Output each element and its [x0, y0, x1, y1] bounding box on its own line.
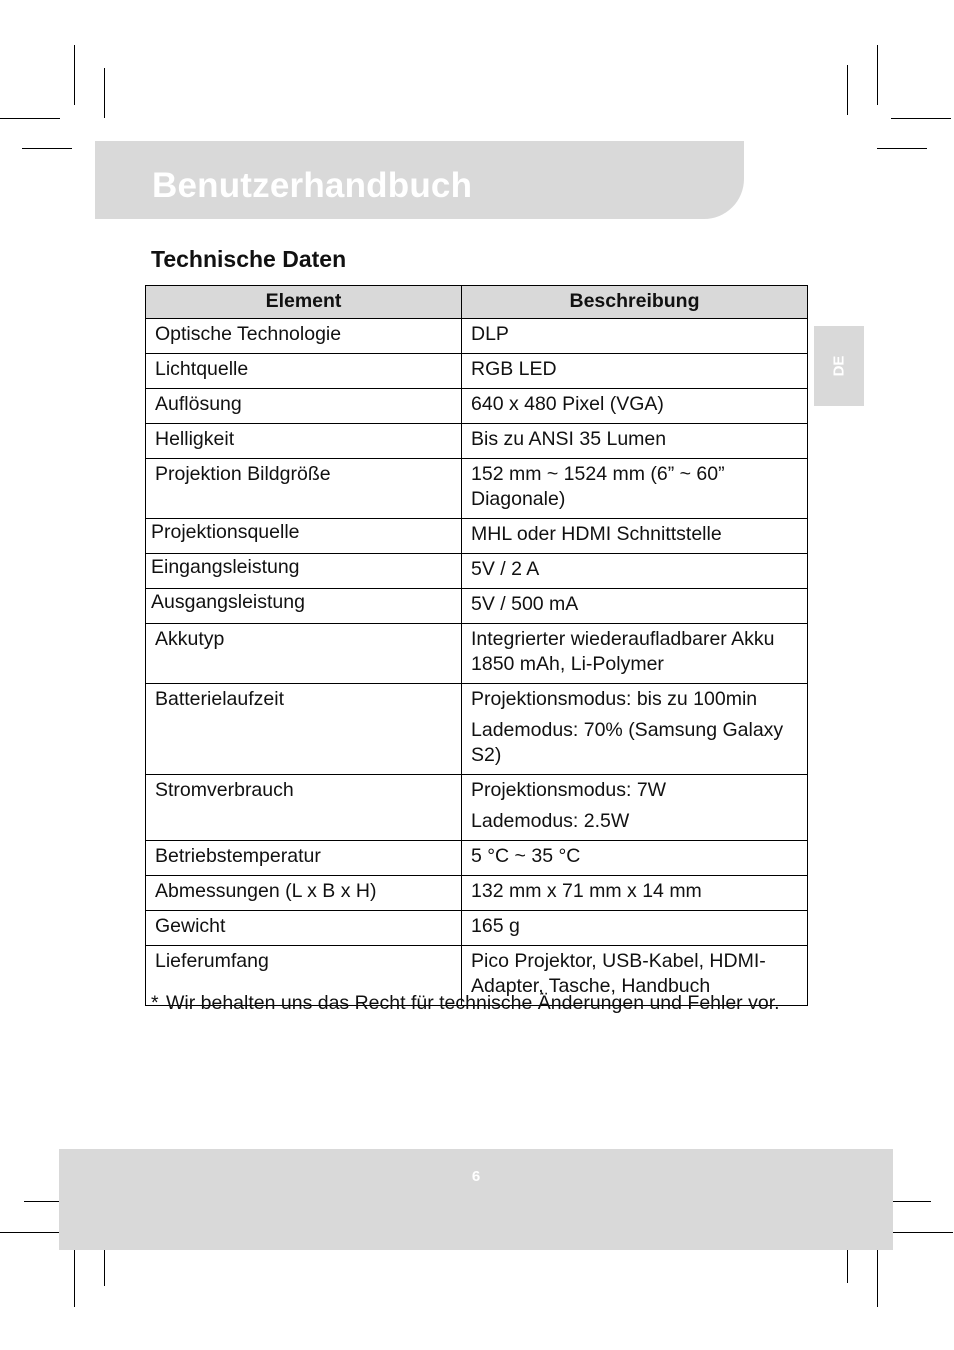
row-description: [462, 775, 808, 841]
row-element: Helligkeit: [146, 424, 462, 459]
column-header-element: Element: [146, 286, 462, 319]
table-row: [146, 624, 808, 684]
row-description: 5 °C ~ 35 °C: [462, 841, 808, 876]
crop-mark: [74, 1247, 75, 1307]
row-description: RGB LED: [462, 354, 808, 389]
column-header-description: Beschreibung: [462, 286, 808, 319]
crop-mark: [22, 148, 72, 149]
row-element: Ausgangsleistung: [146, 589, 462, 624]
footnote-text: Wir behalten uns das Recht für technische Änderungen und Fehler vor.: [166, 992, 780, 1014]
language-tab-label: DE: [830, 355, 848, 377]
table-row: [146, 554, 808, 589]
crop-mark: [847, 65, 848, 115]
crop-mark: [891, 118, 951, 119]
row-element: Stromverbrauch: [146, 775, 462, 841]
description-line: Projektionsmodus: bis zu 100min: [471, 688, 758, 710]
row-description: Pico Projektor, USB-Kabel, HDMI-Adapter, Tasche, Handbuch: [462, 946, 808, 1006]
crop-mark: [0, 118, 60, 119]
row-element: Abmessungen (L x B x H): [146, 876, 462, 911]
table-row: [146, 354, 808, 389]
table-row: [146, 589, 808, 624]
footnote-marker: *: [151, 992, 159, 1014]
footnote: [151, 991, 811, 1016]
row-element: Betriebstemperatur: [146, 841, 462, 876]
row-description: Integrierter wiederaufladbarer Akku 1850 mAh, Li-Polymer: [462, 624, 808, 684]
row-element: Projektion Bildgröße: [146, 459, 462, 519]
crop-mark: [877, 148, 927, 149]
row-element: Lichtquelle: [146, 354, 462, 389]
row-element: Batterielaufzeit: [146, 684, 462, 775]
spec-table: [145, 285, 808, 1006]
table-row: [146, 424, 808, 459]
table-row: [146, 684, 808, 775]
row-description: 165 g: [462, 911, 808, 946]
footer-band: [59, 1149, 893, 1250]
crop-mark: [877, 45, 878, 105]
table-header-row: [146, 286, 808, 319]
crop-mark: [0, 1232, 60, 1233]
crop-mark: [877, 1247, 878, 1307]
row-description: Bis zu ANSI 35 Lumen: [462, 424, 808, 459]
row-description: 132 mm x 71 mm x 14 mm: [462, 876, 808, 911]
header-band: [95, 141, 744, 219]
manual-title: Benutzerhandbuch: [152, 166, 473, 205]
section-title: Technische Daten: [151, 246, 347, 272]
row-description: [462, 684, 808, 775]
table-row: [146, 319, 808, 354]
page-number: 6: [471, 1168, 481, 1185]
crop-mark: [74, 45, 75, 105]
row-description: 5V / 500 mA: [462, 589, 808, 624]
row-element: Gewicht: [146, 911, 462, 946]
description-line: Projektionsmodus: 7W: [471, 779, 667, 801]
description-line: Lademodus: 2.5W: [471, 810, 630, 832]
crop-mark: [104, 68, 105, 118]
table-row: [146, 876, 808, 911]
table-row: [146, 841, 808, 876]
row-element: Optische Technologie: [146, 319, 462, 354]
row-element: Akkutyp: [146, 624, 462, 684]
table-row: [146, 911, 808, 946]
row-element: Lieferumfang: [146, 946, 462, 1006]
row-description: MHL oder HDMI Schnittstelle: [462, 519, 808, 554]
row-description: 5V / 2 A: [462, 554, 808, 589]
table-row: [146, 775, 808, 841]
description-line: Lademodus: 70% (Samsung Galaxy S2): [471, 719, 784, 766]
crop-mark: [893, 1232, 953, 1233]
table-row: [146, 389, 808, 424]
row-element: Projektionsquelle: [146, 519, 462, 554]
row-element: Eingangsleistung: [146, 554, 462, 589]
row-description: DLP: [462, 319, 808, 354]
language-tab: [814, 326, 864, 406]
table-row: [146, 519, 808, 554]
row-description: 640 x 480 Pixel (VGA): [462, 389, 808, 424]
row-element: Auflösung: [146, 389, 462, 424]
row-description: 152 mm ~ 1524 mm (6” ~ 60” Diagonale): [462, 459, 808, 519]
table-row: [146, 459, 808, 519]
